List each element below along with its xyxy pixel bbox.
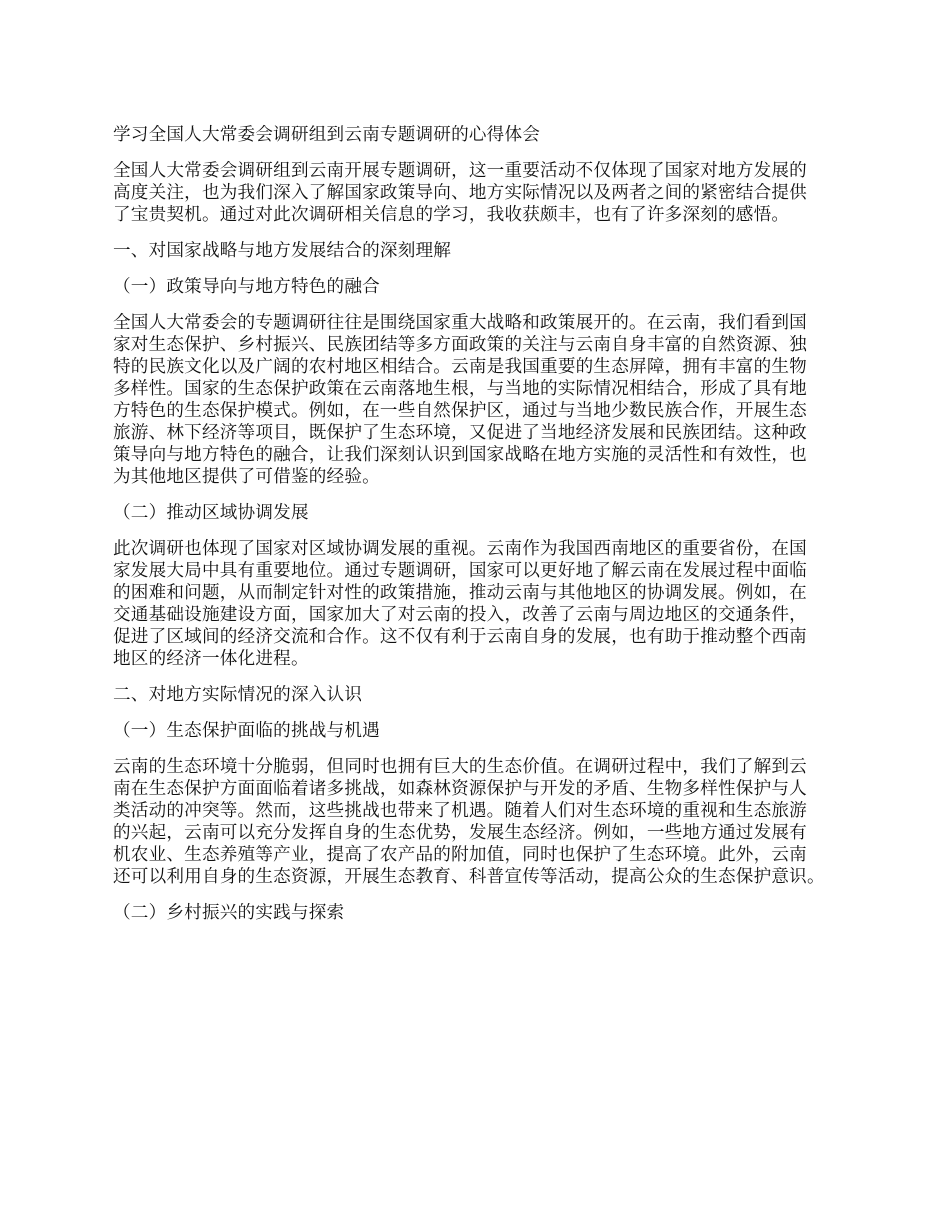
paragraph-line: 策导向与地方特色的融合，让我们深刻认识到国家战略在地方实施的灵活性和有效性，也 [113,445,807,465]
paragraph-line: 类活动的冲突等。然而，这些挑战也带来了机遇。随着人们对生态环境的重视和生态旅游 [113,801,807,821]
paragraph-1-1 [113,312,853,488]
paragraph-line: 多样性。国家的生态保护政策在云南落地生根，与当地的实际情况相结合，形成了具有地 [113,379,807,399]
paragraph-line: 云南的生态环境十分脆弱，但同时也拥有巨大的生态价值。在调研过程中，我们了解到云 [113,757,807,777]
heading-text: 一、对国家战略与地方发展结合的深刻理解 [113,241,452,261]
paragraph-2-1 [113,756,853,888]
paragraph-line: 方特色的生态保护模式。例如，在一些自然保护区，通过与当地少数民族合作，开展生态 [113,401,807,421]
paragraph-line: 全国人大常委会的专题调研往往是围绕国家重大战略和政策展开的。在云南，我们看到国 [113,313,807,333]
heading-text: （一）生态保护面临的挑战与机遇 [113,721,380,741]
heading-text: 二、对地方实际情况的深入认识 [113,685,363,705]
title-text: 学习全国人大常委会调研组到云南专题调研的心得体会 [113,125,541,145]
paragraph-line: 家对生态保护、乡村振兴、民族团结等多方面政策的关注与云南自身丰富的自然资源、独 [113,335,807,355]
section-heading-1 [113,240,853,262]
subsection-heading-2-2 [113,902,853,924]
paragraph-line: 旅游、林下经济等项目，既保护了生态环境，又促进了当地经济发展和民族团结。这种政 [113,423,807,443]
paragraph-line: 为其他地区提供了可借鉴的经验。 [113,467,380,487]
paragraph-line: 家发展大局中具有重要地位。通过专题调研，国家可以更好地了解云南在发展过程中面临 [113,561,807,581]
subsection-heading-1-1 [113,276,853,298]
paragraph-line: 机农业、生态养殖等产业，提高了农产品的附加值，同时也保护了生态环境。此外，云南 [113,845,807,865]
section-heading-2 [113,684,853,706]
paragraph-line: 此次调研也体现了国家对区域协调发展的重视。云南作为我国西南地区的重要省份，在国 [113,539,807,559]
paragraph-line: 高度关注，也为我们深入了解国家政策导向、地方实际情况以及两者之间的紧密结合提供 [113,183,807,203]
paragraph-line: 特的民族文化以及广阔的农村地区相结合。云南是我国重要的生态屏障，拥有丰富的生物 [113,357,807,377]
heading-text: （一）政策导向与地方特色的融合 [113,277,380,297]
document-title [113,124,853,146]
subsection-heading-1-2 [113,502,853,524]
heading-text: （二）乡村振兴的实践与探索 [113,903,345,923]
paragraph-line: 交通基础设施建设方面，国家加大了对云南的投入，改善了云南与周边地区的交通条件， [113,605,807,625]
paragraph-line: 促进了区域间的经济交流和合作。这不仅有利于云南自身的发展，也有助于推动整个西南 [113,627,807,647]
paragraph-1-2 [113,538,853,670]
paragraph-line: 南在生态保护方面面临着诸多挑战，如森林资源保护与开发的矛盾、生物多样性保护与人 [113,779,807,799]
paragraph-line: 全国人大常委会调研组到云南开展专题调研，这一重要活动不仅体现了国家对地方发展的 [113,161,807,181]
subsection-heading-2-1 [113,720,853,742]
paragraph-line: 地区的经济一体化进程。 [113,649,309,669]
paragraph-line: 还可以利用自身的生态资源，开展生态教育、科普宣传等活动，提高公众的生态保护意识。 [113,867,825,887]
heading-text: （二）推动区域协调发展 [113,503,309,523]
paragraph-line: 的兴起，云南可以充分发挥自身的生态优势，发展生态经济。例如，一些地方通过发展有 [113,823,807,843]
intro-paragraph [113,160,853,226]
paragraph-line: 的困难和问题，从而制定针对性的政策措施，推动云南与其他地区的协调发展。例如，在 [113,583,807,603]
document-page [113,124,853,938]
paragraph-line: 了宝贵契机。通过对此次调研相关信息的学习，我收获颇丰，也有了许多深刻的感悟。 [113,205,790,225]
